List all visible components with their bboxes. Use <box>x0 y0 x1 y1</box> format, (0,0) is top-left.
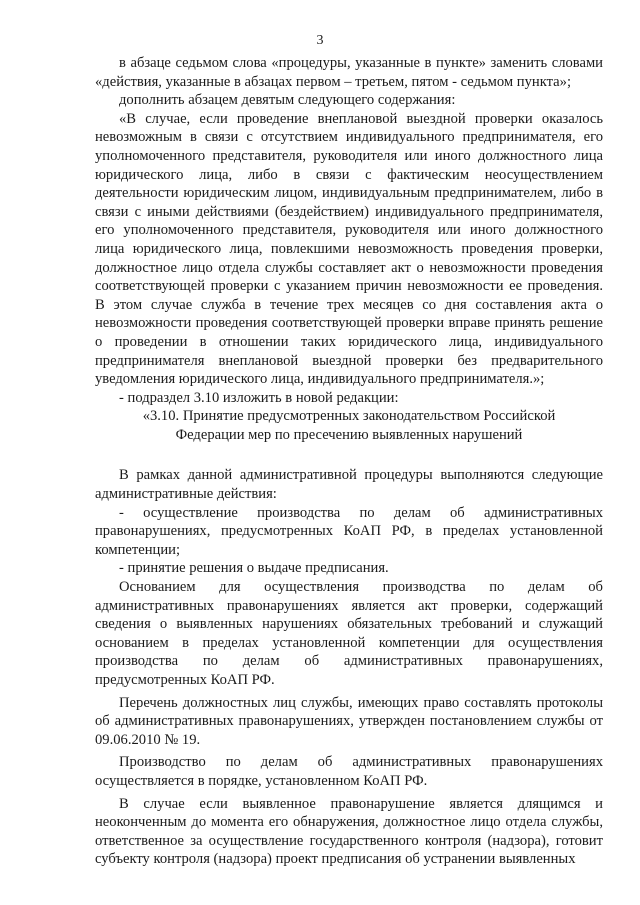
spacer <box>95 444 603 466</box>
list-item: - принятие решения о выдаче предписания. <box>119 560 389 577</box>
list-item: - осуществление производства по делам об административных правонарушениях, предусмотренных КоАП РФ, в пределах установленной компетенции; <box>95 504 603 558</box>
paragraph: В рамках данной административной процедуры выполняются следующие административные действия: <box>95 467 603 503</box>
paragraph: В случае если выявленное правонарушение является длящимся и неоконченным до момента его обнаружения, должностное лицо отдела службы, ответственное за осуществление государственного контроля (надзора), готовит субъекту контроля (надзора) проект предписания об устранении выявленных <box>95 795 603 868</box>
paragraph: - подраздел 3.10 изложить в новой редакции: <box>119 389 399 406</box>
paragraph: дополнить абзацем девятым следующего содержания: <box>119 92 456 109</box>
page-number: 3 <box>316 33 324 48</box>
paragraph: Основанием для осуществления производства по делам об административных правонарушениях является акт проверки, содержащий сведения о выявленных нарушениях обязательных требований и служащий основанием в пределах установленной компетенции для осуществления производства по делам об административных правонарушениях, предусмотренных КоАП РФ. <box>95 579 603 688</box>
paragraph: «В случае, если проведение внеплановой выездной проверки оказалось невозможным в связи с отсутствием индивидуального предпринимателя, его уполномоченного представителя, руководителя или иного должностного лица юридического лица, либо в связи с фактическим неосуществлением деятельности юридическим лицом, индивидуальным предпринимателем, либо в связи с иными действиями (бездействием) индивидуального предпринимателя, его уполномоченного представителя, руководителя или иного должностного лица юридического лица, повлекшими невозможность проведения проверки, должностное лицо отдела службы составляет акт о невозможности проведения соответствующей проверки с указанием причин невозможности ее проведения. В этом случае служба в течение трех месяцев со дня составления акта о невозможности проведения соответствующей проверки вправе принять решение о проведении в отношении таких юридического лица, индивидуального предпринимателя внеплановой выездной проверки без предварительного уведомления юридического лица, индивидуального предпринимателя.»; <box>95 110 603 388</box>
section-heading: «3.10. Принятие предусмотренных законодательством Российской Федерации мер по пресечению выявленных нарушений <box>142 408 556 443</box>
document-body <box>95 54 603 869</box>
paragraph: Перечень должностных лиц службы, имеющих право составлять протоколы об административных правонарушениях, утвержден постановлением службы от 09.06.2010 № 19. <box>95 694 603 748</box>
paragraph: Производство по делам об административных правонарушениях осуществляется в порядке, установленном КоАП РФ. <box>95 754 603 789</box>
paragraph: в абзаце седьмом слова «процедуры, указанные в пункте» заменить словами «действия, указанные в абзацах первом – третьем, пятом - седьмом пункта»; <box>95 55 603 90</box>
